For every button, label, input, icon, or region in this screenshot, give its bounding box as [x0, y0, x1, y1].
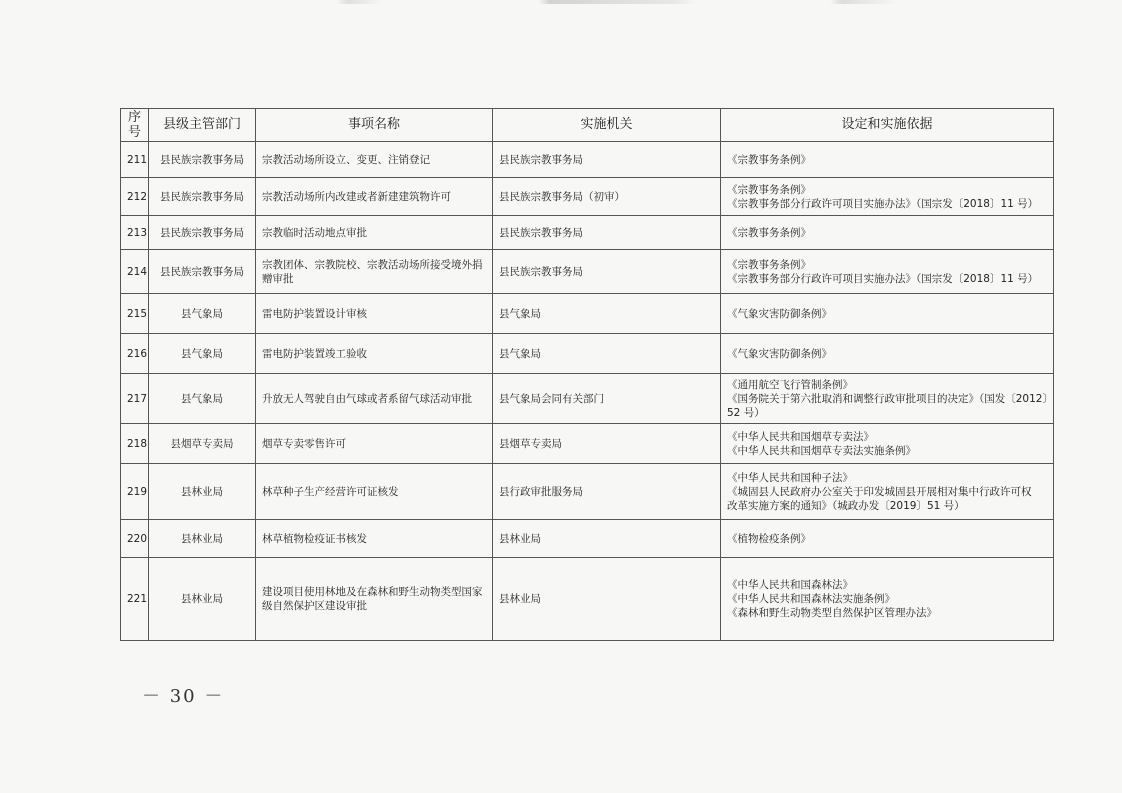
page-number: － 30 － — [142, 686, 225, 707]
cell-department: 县民族宗教事务局 — [149, 216, 256, 250]
cell-serial-number: 215 — [121, 294, 149, 334]
legal-basis-line: 《通用航空飞行管制条例》 — [727, 378, 853, 391]
cell-serial-number: 214 — [121, 250, 149, 294]
legal-basis-line: 《宗教事务部分行政许可项目实施办法》（国宗发〔2018〕11 号） — [727, 272, 1039, 285]
header-implementing-agency: 实施机关 — [493, 109, 721, 142]
legal-basis-line: 《气象灾害防御条例》 — [727, 307, 832, 320]
items-table — [120, 108, 1054, 641]
legal-basis-line: 《植物检疫条例》 — [727, 532, 811, 545]
cell-department: 县气象局 — [149, 374, 256, 424]
cell-item-name: 宗教临时活动地点审批 — [256, 216, 493, 250]
cell-item-name: 林草植物检疫证书核发 — [256, 520, 493, 558]
cell-legal-basis — [721, 424, 1054, 464]
header-serial-number-label: 序号 — [127, 110, 141, 140]
cell-implementing-agency: 县行政审批服务局 — [493, 464, 721, 520]
table-header-row — [121, 109, 1054, 142]
cell-item-name: 林草种子生产经营许可证核发 — [256, 464, 493, 520]
cell-legal-basis — [721, 216, 1054, 250]
header-legal-basis: 设定和实施依据 — [721, 109, 1054, 142]
legal-basis-line: 《中华人民共和国森林法》 — [727, 579, 853, 591]
legal-basis-line: 52 号） — [727, 406, 765, 419]
cell-department: 县林业局 — [149, 558, 256, 641]
cell-item-name: 雷电防护装置竣工验收 — [256, 334, 493, 374]
cell-serial-number: 219 — [121, 464, 149, 520]
legal-basis-line: 改革实施方案的通知》（城政办发〔2019〕51 号） — [727, 499, 965, 512]
cell-implementing-agency: 县林业局 — [493, 520, 721, 558]
legal-basis-line: 《宗教事务部分行政许可项目实施办法》（国宗发〔2018〕11 号） — [727, 197, 1039, 210]
cell-serial-number: 217 — [121, 374, 149, 424]
cell-serial-number: 218 — [121, 424, 149, 464]
cell-implementing-agency: 县民族宗教事务局（初审） — [493, 178, 721, 216]
cell-legal-basis — [721, 178, 1054, 216]
cell-legal-basis — [721, 250, 1054, 294]
cell-serial-number: 212 — [121, 178, 149, 216]
legal-basis-line: 《国务院关于第六批取消和调整行政审批项目的决定》（国发〔2012〕 — [727, 392, 1053, 405]
cell-department: 县民族宗教事务局 — [149, 142, 256, 178]
table-row — [121, 142, 1054, 178]
legal-basis-line: 《城固县人民政府办公室关于印发城固县开展相对集中行政许可权 — [727, 485, 1032, 498]
header-serial-number — [121, 109, 149, 142]
cell-legal-basis — [721, 558, 1054, 641]
cell-department: 县烟草专卖局 — [149, 424, 256, 464]
cell-serial-number: 221 — [121, 558, 149, 641]
table-row — [121, 374, 1054, 424]
cell-serial-number: 211 — [121, 142, 149, 178]
cell-department: 县气象局 — [149, 334, 256, 374]
cell-department: 县气象局 — [149, 294, 256, 334]
cell-department: 县林业局 — [149, 464, 256, 520]
cell-item-name: 宗教活动场所内改建或者新建建筑物许可 — [256, 178, 493, 216]
cell-item-name: 建设项目使用林地及在森林和野生动物类型国家级自然保护区建设审批 — [256, 558, 493, 641]
legal-basis-line: 《中华人民共和国种子法》 — [727, 471, 853, 484]
table-row — [121, 294, 1054, 334]
cell-legal-basis — [721, 142, 1054, 178]
legal-basis-line: 《宗教事务条例》 — [727, 153, 811, 166]
header-item-name: 事项名称 — [256, 109, 493, 142]
cell-legal-basis — [721, 520, 1054, 558]
cell-legal-basis — [721, 294, 1054, 334]
cell-implementing-agency: 县民族宗教事务局 — [493, 142, 721, 178]
cell-serial-number: 216 — [121, 334, 149, 374]
cell-implementing-agency: 县气象局会同有关部门 — [493, 374, 721, 424]
legal-basis-line: 《宗教事务条例》 — [727, 258, 811, 271]
cell-legal-basis — [721, 334, 1054, 374]
table-row — [121, 464, 1054, 520]
table-row — [121, 178, 1054, 216]
table-row — [121, 334, 1054, 374]
cell-implementing-agency: 县林业局 — [493, 558, 721, 641]
table-row — [121, 216, 1054, 250]
scan-edge-artifact — [0, 0, 1122, 4]
cell-implementing-agency: 县民族宗教事务局 — [493, 250, 721, 294]
table-row — [121, 558, 1054, 641]
legal-basis-line: 《森林和野生动物类型自然保护区管理办法》 — [727, 607, 937, 619]
legal-basis-line: 《中华人民共和国烟草专卖法实施条例》 — [727, 444, 916, 457]
cell-legal-basis — [721, 374, 1054, 424]
cell-item-name: 雷电防护装置设计审核 — [256, 294, 493, 334]
cell-implementing-agency: 县烟草专卖局 — [493, 424, 721, 464]
cell-implementing-agency: 县气象局 — [493, 294, 721, 334]
cell-department: 县林业局 — [149, 520, 256, 558]
cell-serial-number: 220 — [121, 520, 149, 558]
cell-item-name: 烟草专卖零售许可 — [256, 424, 493, 464]
table-row — [121, 250, 1054, 294]
cell-legal-basis — [721, 464, 1054, 520]
table-row — [121, 520, 1054, 558]
cell-department: 县民族宗教事务局 — [149, 250, 256, 294]
cell-item-name: 宗教团体、宗教院校、宗教活动场所接受境外捐赠审批 — [256, 250, 493, 294]
legal-basis-line: 《中华人民共和国森林法实施条例》 — [727, 593, 895, 605]
table-body — [121, 142, 1054, 641]
legal-basis-line: 《中华人民共和国烟草专卖法》 — [727, 430, 874, 443]
cell-implementing-agency: 县民族宗教事务局 — [493, 216, 721, 250]
cell-department: 县民族宗教事务局 — [149, 178, 256, 216]
cell-item-name: 升放无人驾驶自由气球或者系留气球活动审批 — [256, 374, 493, 424]
cell-implementing-agency: 县气象局 — [493, 334, 721, 374]
header-department: 县级主管部门 — [149, 109, 256, 142]
legal-basis-line: 《气象灾害防御条例》 — [727, 347, 832, 360]
table-row — [121, 424, 1054, 464]
legal-basis-line: 《宗教事务条例》 — [727, 226, 811, 239]
cell-serial-number: 213 — [121, 216, 149, 250]
cell-item-name: 宗教活动场所设立、变更、注销登记 — [256, 142, 493, 178]
legal-basis-line: 《宗教事务条例》 — [727, 183, 811, 196]
